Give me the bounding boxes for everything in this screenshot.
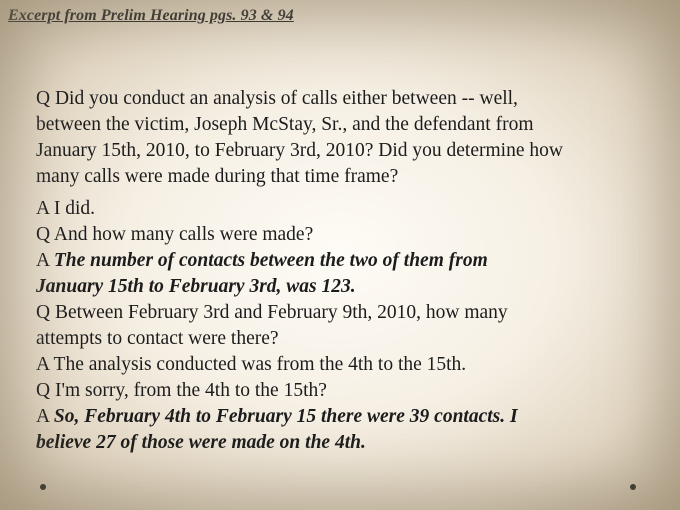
transcript-line: attempts to contact were there? (36, 328, 279, 349)
answer-prefix: A (36, 250, 54, 271)
transcript-line: January 15th, 2010, to February 3rd, 2010? Did you determine how (36, 140, 563, 161)
highlighted-answer: believe 27 of those were made on the 4th. (36, 432, 366, 453)
transcript-line-highlighted (36, 248, 676, 274)
bullet-dot (40, 484, 46, 490)
highlighted-answer: So, February 4th to February 15 there were 39 contacts. I (53, 406, 518, 427)
highlighted-answer: January 15th to February 3rd, was 123. (36, 276, 356, 297)
transcript-line-highlighted (36, 404, 676, 430)
transcript-line: A The analysis conducted was from the 4th to the 15th. (36, 354, 467, 375)
transcript-line: Q Between February 3rd and February 9th, 2010, how many (36, 302, 508, 323)
transcript-line: many calls were made during that time frame? (36, 166, 399, 187)
excerpt-title: Excerpt from Prelim Hearing pgs. 93 & 94 (8, 7, 294, 24)
transcript-body (36, 86, 676, 456)
bullet-dot (630, 484, 636, 490)
transcript-line: Q Did you conduct an analysis of calls either between -- well, (36, 88, 518, 109)
highlighted-answer: The number of contacts between the two of them from (53, 250, 488, 271)
transcript-line: Q And how many calls were made? (36, 224, 314, 245)
transcript-line: between the victim, Joseph McStay, Sr., and the defendant from (36, 114, 534, 135)
transcript-line: Q I'm sorry, from the 4th to the 15th? (36, 380, 327, 401)
answer-prefix: A (36, 406, 54, 427)
transcript-line: A I did. (36, 198, 96, 219)
